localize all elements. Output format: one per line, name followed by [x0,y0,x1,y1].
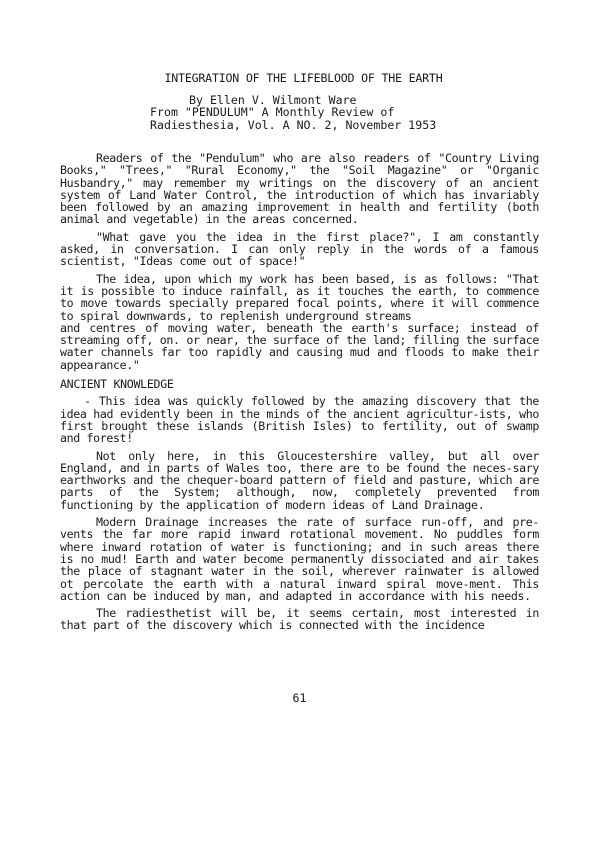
byline [150,94,480,131]
article-body [60,152,539,637]
paragraph-2: "What gave you the idea in the first place?", I am constantly asked, in conversation. I can only reply in the words of a famous scientist, "Ideas come out of space!" [60,229,539,269]
page-number: 61 [292,691,307,705]
section-paragraph-3: Modern Drainage increases the rate of surface run-off, and pre-vents the far more rapid inward rotational movement. No puddles form where inward rotation of water is functioning; and in such areas there is no mud! Earth and water become permanently dissociated and air takes the place of stagnant water in the soil, wherever rainwater is allowed ot percolate the earth with a natural inward spiral move-ment. This action can be induced by man, and adapted in accordance with his needs. [60,515,539,603]
paragraph-4: and centres of moving water, beneath the earth's surface; instead of streaming off, on. or near, the surface of the land; filling the surface water channels far too rapidly and causing mud and floods to make their appearance." [60,320,539,372]
source-line-2: Radiesthesia, Vol. A NO. 2, November 1953 [150,117,437,132]
source-line-1: From "PENDULUM" A Monthly Review of [150,105,395,120]
article-title: INTEGRATION OF THE LIFEBLOOD OF THE EARTH [164,71,443,85]
section-paragraph-1: - This idea was quickly followed by the amazing discovery that the idea had evidently been in the minds of the ancient agricultur-ists, who first brought these islands (British Isles) to fertility, out of swamp and forest! [60,394,539,446]
section-paragraph-2: Not only here, in this Gloucestershire valley, but all over England, and in parts of Wales too, there are to be found the neces-sary earthworks and the chequer-board pattern of field and pasture, which are parts of the System; although, now, completely prevented from functioning by the application of modern ideas of Land Drainage. [60,448,539,512]
paragraph-1: Readers of the "Pendulum" who are also readers of "Country Living Books," "Trees," "Rural Economy," the "Soil Magazine" or "Organic Husbandry," may remember my writings on the discovery of an ancient system of Land Water Control, the introduction of which has invariably been followed by an amazing improvement in health and fertility (both animal and vegetable) in the areas concerned. [60,151,539,227]
section-heading: ANCIENT KNOWLEDGE [60,377,174,392]
paragraph-3: The idea, upon which my work has been based, is as follows: "That it is possible to induce rainfall, as it touches the earth, to commence to move towards specially prepared focal points, where it will commence to spiral downwards, to replenish underground streams [60,271,539,323]
author-line: By Ellen V. Wilmont Ware [189,93,357,107]
section-paragraph-4: The radiesthetist will be, it seems certain, most interested in that part of the discovery which is connected with the incidence [60,606,539,633]
